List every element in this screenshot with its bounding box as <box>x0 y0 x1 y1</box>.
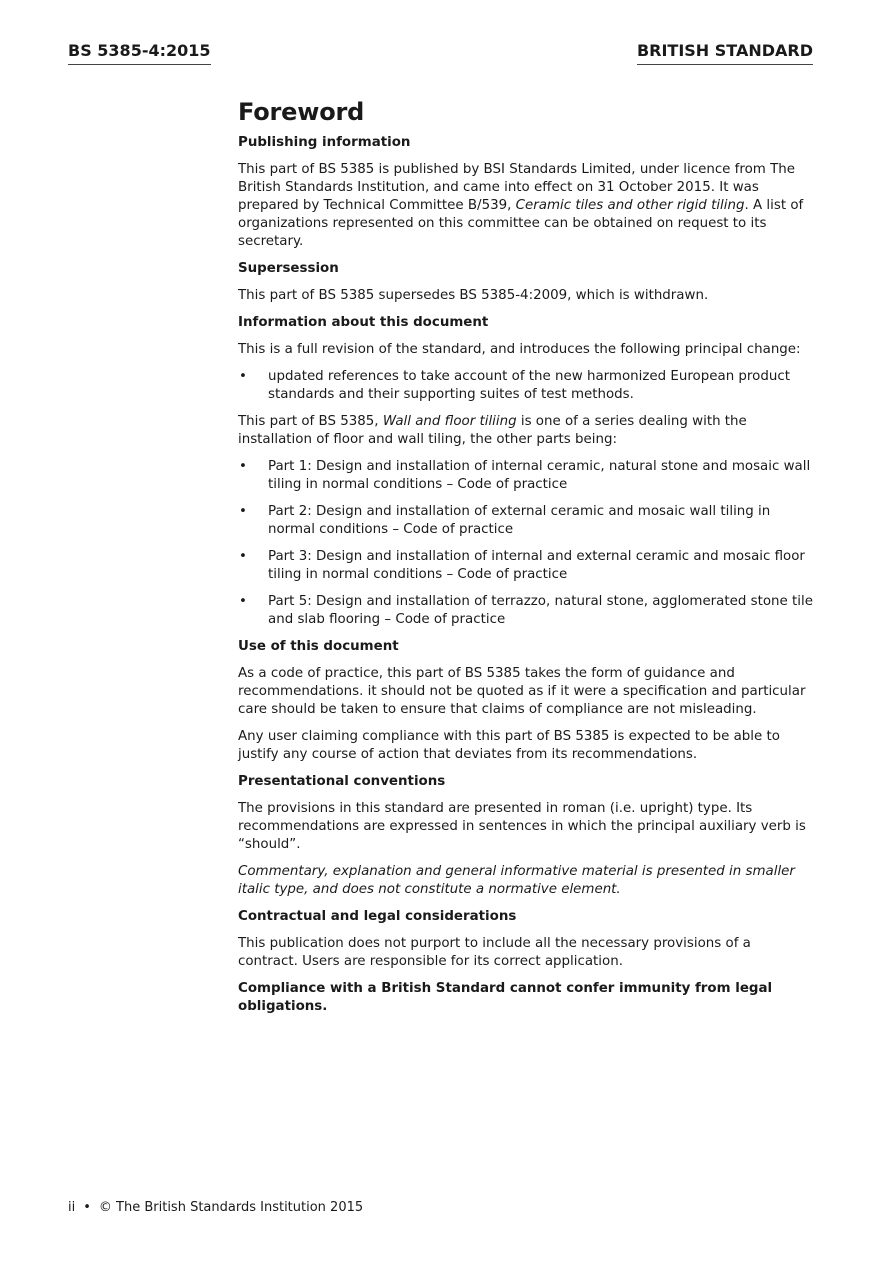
bullet-icon: • <box>239 549 247 564</box>
list-item <box>238 458 813 494</box>
bullet-icon: • <box>239 594 247 609</box>
committee-name: Ceramic tiles and other rigid tiling <box>515 198 745 213</box>
information-intro: This is a full revision of the standard, and introduces the following principal change: <box>238 342 801 357</box>
series-title: Wall and floor tiliing <box>382 414 517 429</box>
copyright-notice: © The British Standards Institution 2015 <box>98 1200 364 1215</box>
page-number: ii <box>68 1200 76 1215</box>
page-header <box>68 40 813 68</box>
use-paragraph-1: As a code of practice, this part of BS 5385 takes the form of guidance and recommendations. it should not be quoted as if it were a specification and particular care should be taken to ensure that claims of compliance are not misleading. <box>238 666 806 717</box>
list-item <box>238 548 813 584</box>
conventions-paragraph-2: Commentary, explanation and general informative material is presented in smaller italic type, and does not constitute a normative element. <box>238 864 795 897</box>
list-item-text: Part 3: Design and installation of internal and external ceramic and mosaic floor tiling in normal conditions – Code of practice <box>268 549 805 582</box>
list-item-text: Part 2: Design and installation of external ceramic and mosaic wall tiling in normal conditions – Code of practice <box>268 504 771 537</box>
list-item <box>238 593 813 629</box>
legal-heading: Contractual and legal considerations <box>238 909 517 924</box>
publishing-paragraph <box>238 161 813 251</box>
list-item-text: Part 1: Design and installation of internal ceramic, natural stone and mosaic wall tiling in normal conditions – Code of practice <box>268 459 811 492</box>
bullet-icon: • <box>239 459 247 474</box>
foreword-content <box>238 97 813 1025</box>
series-paragraph <box>238 413 813 449</box>
information-heading: Information about this document <box>238 315 489 330</box>
standard-number: BS 5385-4:2015 <box>68 40 211 65</box>
supersession-heading: Supersession <box>238 261 339 276</box>
publishing-text-after: . A list of organizations represented on this committee can be obtained on request to its secretary. <box>238 198 804 249</box>
legal-paragraph-2: Compliance with a British Standard cannot confer immunity from legal obligations. <box>238 981 773 1014</box>
publishing-heading: Publishing information <box>238 135 411 150</box>
page-title: Foreword <box>238 98 365 126</box>
standard-label: BRITISH STANDARD <box>637 40 813 65</box>
use-heading: Use of this document <box>238 639 399 654</box>
legal-paragraph-1: This publication does not purport to include all the necessary provisions of a contract. Users are responsible for its correct application. <box>238 936 751 969</box>
changes-list <box>238 368 813 404</box>
use-paragraph-2: Any user claiming compliance with this part of BS 5385 is expected to be able to justify any course of action that deviates from its recommendations. <box>238 729 780 762</box>
bullet-icon: • <box>239 369 247 384</box>
conventions-paragraph-1: The provisions in this standard are presented in roman (i.e. upright) type. Its recommendations are expressed in sentences in which the principal auxiliary verb is “should”. <box>238 801 806 852</box>
series-text-before: This part of BS 5385, <box>238 414 383 429</box>
page-footer <box>68 1199 363 1217</box>
bullet-icon: • <box>239 504 247 519</box>
list-item-text: Part 5: Design and installation of terrazzo, natural stone, agglomerated stone tile and slab flooring – Code of practice <box>268 594 813 627</box>
list-item-text: updated references to take account of the new harmonized European product standards and their supporting suites of test methods. <box>268 369 790 402</box>
series-text-after: is one of a series dealing with the installation of floor and wall tiling, the other parts being: <box>238 414 747 447</box>
footer-bullet-icon: • <box>83 1200 91 1215</box>
parts-list <box>238 458 813 629</box>
list-item <box>238 503 813 539</box>
publishing-text-before: This part of BS 5385 is published by BSI Standards Limited, under licence from The British Standards Institution, and came into effect on 31 October 2015. It was prepared by Technical Committee B/539, <box>238 162 795 213</box>
list-item <box>238 368 813 404</box>
conventions-heading: Presentational conventions <box>238 774 446 789</box>
supersession-paragraph: This part of BS 5385 supersedes BS 5385-4:2009, which is withdrawn. <box>238 288 709 303</box>
